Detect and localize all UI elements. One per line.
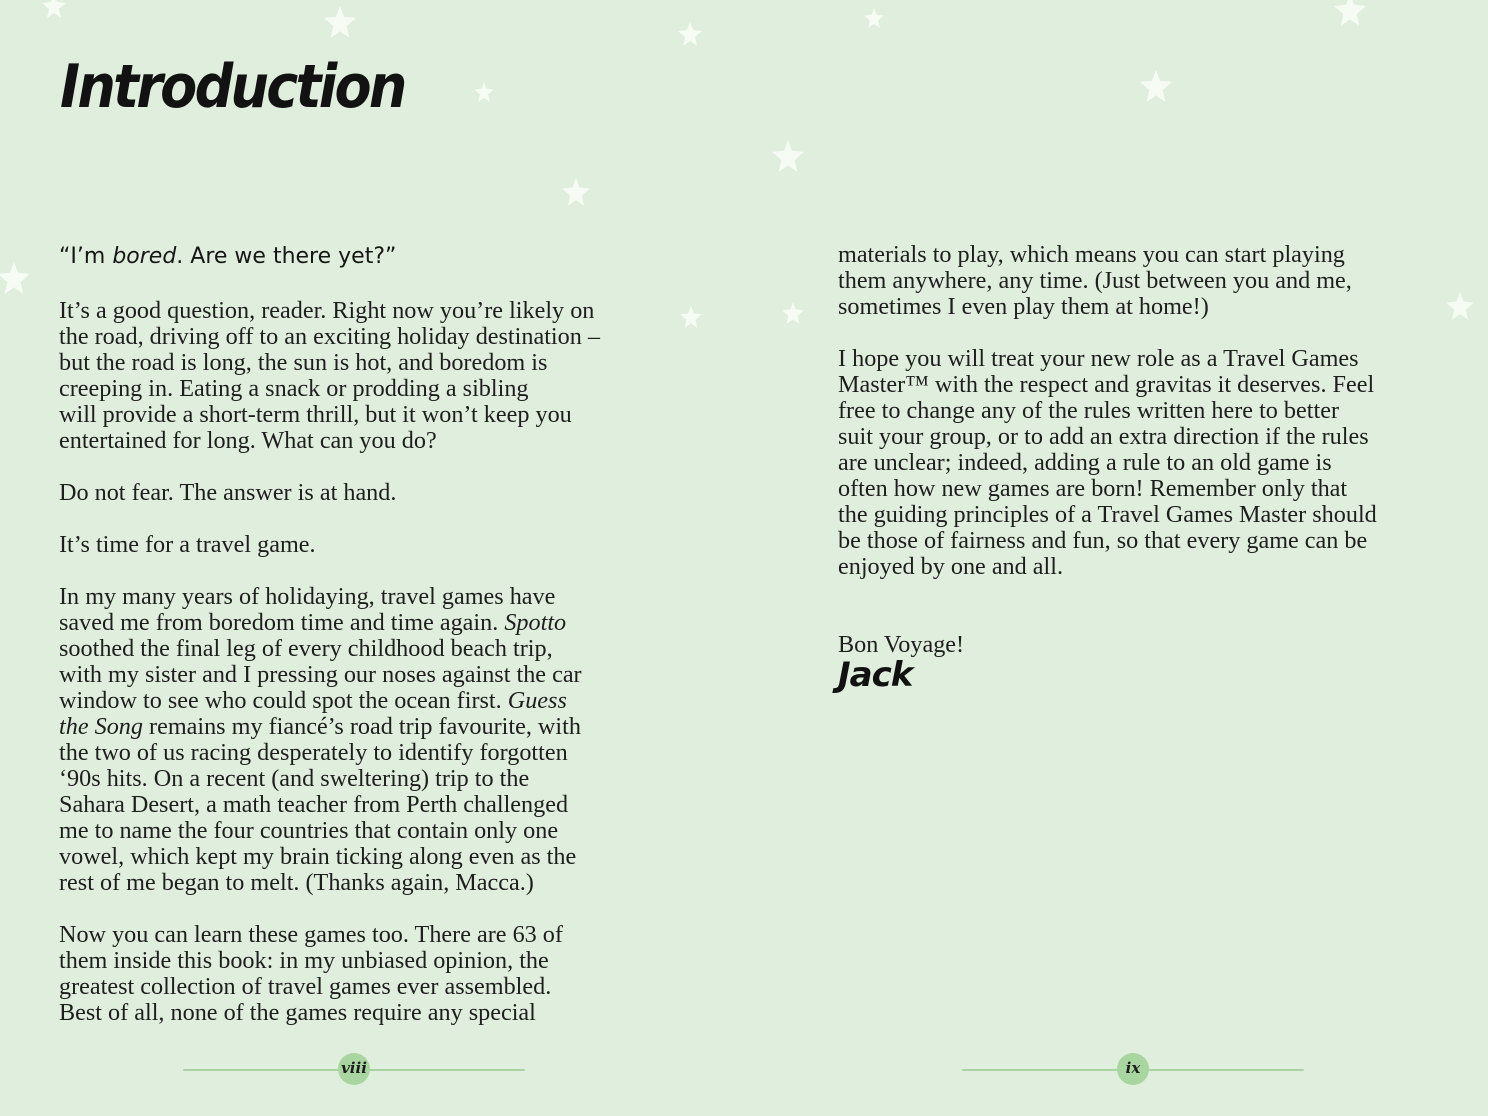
text-line: will provide a short-term thrill, but it won’t keep you: [59, 401, 572, 428]
page-number-badge: viii: [338, 1053, 370, 1085]
text-line: often how new games are born! Remember only that: [838, 475, 1348, 502]
text-line: them anywhere, any time. (Just between you and me,: [838, 267, 1352, 294]
subheading-suffix: . Are we there yet?”: [176, 244, 397, 269]
left-column: [59, 242, 659, 1052]
text-line: the guiding principles of a Travel Games Master should: [838, 501, 1377, 528]
subheading-prefix: “I’m: [59, 244, 113, 269]
text-line: sometimes I even play them at home!): [838, 293, 1209, 320]
paragraph: [59, 584, 659, 896]
paragraph: [838, 242, 1458, 320]
text-line: materials to play, which means you can start playing: [838, 241, 1345, 268]
text-line: enjoyed by one and all.: [838, 553, 1064, 580]
text-line: vowel, which kept my brain ticking along even as the: [59, 843, 577, 870]
text-line: me to name the four countries that contain only one: [59, 817, 559, 844]
star-decoration-icon: [864, 8, 884, 28]
right-column: [838, 241, 1458, 695]
text-line: In my many years of holidaying, travel games have: [59, 583, 556, 610]
text-line: soothed the final leg of every childhood beach trip,: [59, 635, 553, 662]
star-decoration-icon: [474, 82, 494, 102]
star-decoration-icon: [562, 178, 590, 206]
text-line: It’s a good question, reader. Right now you’re likely on: [59, 297, 595, 324]
text-line: Sahara Desert, a math teacher from Perth challenged: [59, 791, 569, 818]
page-number-left: [183, 1053, 525, 1085]
star-decoration-icon: [42, 0, 66, 18]
text-line: free to change any of the rules written here to better: [838, 397, 1339, 424]
text-line: [59, 714, 659, 740]
star-decoration-icon: [1140, 70, 1172, 102]
text-line: rest of me began to melt. (Thanks again, Macca.): [59, 869, 534, 896]
text-line: [59, 688, 659, 714]
paragraph: [59, 298, 659, 454]
paragraph: [59, 532, 659, 558]
page-number-right: [962, 1053, 1304, 1085]
text-line: greatest collection of travel games ever assembled.: [59, 973, 552, 1000]
page-title: Introduction: [60, 52, 405, 122]
text-line: the two of us racing desperately to identify forgotten: [59, 739, 568, 766]
text-line: be those of fairness and fun, so that every game can be: [838, 527, 1368, 554]
text-line: are unclear; indeed, adding a rule to an old game is: [838, 449, 1332, 476]
text-line: the road, driving off to an exciting holiday destination –: [59, 323, 600, 350]
text-line: Do not fear. The answer is at hand.: [59, 479, 397, 506]
star-decoration-icon: [678, 22, 702, 46]
text-line: them inside this book: in my unbiased opinion, the: [59, 947, 549, 974]
text-line: Master™ with the respect and gravitas it deserves. Feel: [838, 371, 1375, 398]
section-subheading: [59, 242, 659, 272]
star-decoration-icon: [782, 302, 804, 324]
text-line: Now you can learn these games too. There are 63 of: [59, 921, 563, 948]
paragraph: [59, 922, 659, 1026]
text-line: creeping in. Eating a snack or prodding a sibling: [59, 375, 529, 402]
text-run: window to see who could spot the ocean first.: [59, 687, 508, 714]
text-line: [59, 610, 659, 636]
star-decoration-icon: [324, 6, 356, 38]
text-line: suit your group, or to add an extra direction if the rules: [838, 423, 1369, 450]
star-decoration-icon: [680, 306, 702, 328]
star-decoration-icon: [1334, 0, 1366, 26]
text-line: Best of all, none of the games require any special: [59, 999, 536, 1026]
game-title: the Song: [59, 713, 143, 740]
text-line: entertained for long. What can you do?: [59, 427, 437, 454]
text-line: ‘90s hits. On a recent (and sweltering) trip to the: [59, 765, 530, 792]
author-signature: Jack: [838, 655, 913, 695]
game-title: Guess: [507, 687, 567, 714]
paragraph: [838, 346, 1458, 580]
game-title: Spotto: [504, 609, 567, 636]
star-decoration-icon: [772, 140, 804, 172]
text-line: It’s time for a travel game.: [59, 531, 316, 558]
text-line: but the road is long, the sun is hot, and boredom is: [59, 349, 548, 376]
text-run: saved me from boredom time and time again.: [59, 609, 505, 636]
page-number-badge: ix: [1117, 1053, 1149, 1085]
text-line: I hope you will treat your new role as a Travel Games: [838, 345, 1359, 372]
text-run: remains my fiancé’s road trip favourite, with: [142, 713, 581, 740]
star-decoration-icon: [0, 262, 30, 294]
text-line: with my sister and I pressing our noses against the car: [59, 661, 582, 688]
sign-off-greeting: Bon Voyage!: [838, 631, 965, 658]
paragraph: [59, 480, 659, 506]
subheading-emphasis: bored: [112, 244, 177, 269]
